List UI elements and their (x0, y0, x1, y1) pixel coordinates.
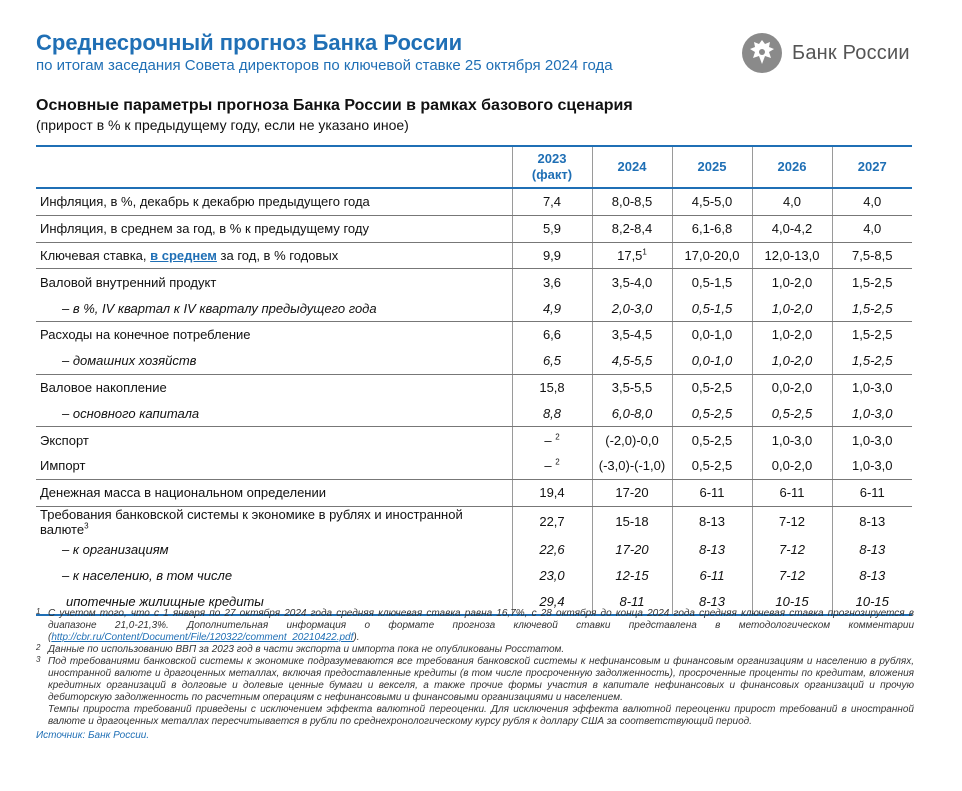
cell-value: 10-15 (832, 588, 912, 615)
row-label: Денежная масса в национальном определении (36, 479, 512, 506)
cell-value: 0,5-2,5 (672, 400, 752, 426)
row-label: – к организациям (62, 541, 169, 557)
footnote-1: 1 С учетом того, что с 1 января по 27 октября 2024 года средняя ключевая ставка равна 16,7%, с 28 октября до конца 2024 года средняя ключевая ставка прогнозируется в диапазоне 21,0-21,3%. Дополнительная информация о формате прогноза ключевой ставки представлена в методологическом комментарии (http://cbr.ru/Content/Document/File/120322/comment_20210422.pdf). (36, 607, 914, 643)
cell-value: 4,0 (832, 188, 912, 215)
table-row-organizations (36, 537, 912, 563)
table-header-row (36, 146, 912, 188)
cell-value: 1,0-3,0 (832, 400, 912, 426)
cell-value: 0,5-2,5 (672, 427, 752, 453)
cell-value: 0,5-1,5 (672, 269, 752, 295)
cell-value: 12,0-13,0 (752, 242, 832, 269)
cell-value: 17,0-20,0 (672, 242, 752, 269)
cell-value: 8-13 (672, 506, 752, 537)
cell-value: (-3,0)-(-1,0) (592, 453, 672, 479)
footnotes (36, 608, 914, 742)
row-label: Импорт (36, 453, 512, 479)
section-subtitle: (прирост в % к предыдущему году, если не указано иное) (36, 117, 409, 133)
cell-value: 8-13 (672, 588, 752, 615)
footnote-2: 2 Данные по использованию ВВП за 2023 год в части экспорта и импорта пока не опубликованы Росстатом. (36, 643, 565, 655)
cell-value: – $^2$ (512, 427, 592, 453)
cell-value: (-2,0)-0,0 (592, 427, 672, 453)
cell-value: 1,0-3,0 (752, 427, 832, 453)
table-row-consumption (36, 321, 912, 347)
cell-value: 22,7 (512, 506, 592, 537)
cell-value: 1,0-2,0 (752, 348, 832, 374)
cell-value: 1,5-2,5 (832, 321, 912, 347)
cell-value: 8-13 (672, 537, 752, 563)
table-row-export (36, 427, 912, 453)
column-header-2024: 2024 (592, 146, 672, 188)
page-title: Среднесрочный прогноз Банка России (36, 30, 463, 55)
footnote-marker: 1 (642, 247, 647, 257)
cell-value: 4,5-5,0 (672, 188, 752, 215)
cell-value: 10-15 (752, 588, 832, 615)
footnote-marker: 2 (555, 458, 560, 468)
section-title: Основные параметры прогноза Банка России в рамках базового сценария (36, 97, 633, 114)
table-row-gdp-q4 (36, 295, 912, 321)
cell-value: 1,0-3,0 (832, 374, 912, 400)
cell-value: 6,5 (512, 348, 592, 374)
page-subtitle: по итогам заседания Совета директоров по ключевой ставке 25 октября 2024 года (36, 57, 613, 74)
cell-value: 17-20 (592, 537, 672, 563)
row-label: – к населению, в том числе (62, 567, 233, 583)
cell-value: 4,0 (752, 188, 832, 215)
cell-value: 0,0-1,0 (672, 348, 752, 374)
cell-value: 8,2-8,4 (592, 215, 672, 242)
cell-value: 4,0-4,2 (752, 215, 832, 242)
cell-value: 0,5-2,5 (752, 400, 832, 426)
row-label: Инфляция, в %, декабрь к декабрю предыдущего года (36, 188, 512, 215)
table-row-inflation-avg (36, 215, 912, 242)
footnote-marker: 3 (84, 521, 89, 531)
table-row-population (36, 562, 912, 588)
cell-value: – $^2$ (512, 453, 592, 479)
row-label: – в %, IV квартал к IV кварталу предыдущего года (36, 295, 512, 321)
cell-value: 3,5-5,5 (592, 374, 672, 400)
cell-value: 7-12 (752, 506, 832, 537)
row-label: Инфляция, в среднем за год, в % к предыдущему году (36, 215, 512, 242)
cell-value: 7-12 (752, 537, 832, 563)
cell-value: 6-11 (832, 479, 912, 506)
cell-value: 1,5-2,5 (832, 295, 912, 321)
cell-value: 2,0-3,0 (592, 295, 672, 321)
footnote-marker: 2 (555, 432, 560, 442)
footnote-3: 3 Под требованиями банковской системы к экономике подразумеваются все требования банковской системы к нефинансовым и финансовым организациям и населению в рублях, иностранной валюте и драгоценных металлах, включая предоставленные кредиты (в том числе просроченную задолженность), просроченные проценты по кредитам, вложения кредитных организаций в долговые и долевые ценные бумаги и векселя, а также прочие формы участия в капитале нефинансовых и финансовых организаций и прочую дебиторскую задолженность по расчетным операциям с нефинансовыми и финансовыми организациями и населением. (36, 655, 914, 703)
cell-value: 22,6 (512, 537, 592, 563)
table-row-bank-claims (36, 506, 912, 537)
cell-value: 19,4 (512, 479, 592, 506)
cell-value: 6,0-8,0 (592, 400, 672, 426)
row-label: ипотечные жилищные кредиты (36, 588, 512, 615)
cell-value: 6-11 (672, 479, 752, 506)
cell-value: 7,4 (512, 188, 592, 215)
cell-value: 6,6 (512, 321, 592, 347)
methodology-link[interactable]: http://cbr.ru/Content/Document/File/120322/comment_20210422.pdf (51, 632, 354, 643)
source-note: Источник: Банк России. (36, 730, 150, 741)
cell-value: 3,6 (512, 269, 592, 295)
cell-value: 17-20 (592, 479, 672, 506)
cell-value: 0,0-1,0 (672, 321, 752, 347)
cell-value: 1,0-2,0 (752, 321, 832, 347)
cell-value: 0,5-1,5 (672, 295, 752, 321)
cell-value: 8-13 (832, 562, 912, 588)
brand-name: Банк России (792, 41, 910, 64)
table-row-inflation-dec (36, 188, 912, 215)
row-label: Расходы на конечное потребление (40, 327, 251, 343)
cell-value: 1,5-2,5 (832, 348, 912, 374)
header-label-cell (36, 146, 512, 188)
column-header-2026: 2026 (752, 146, 832, 188)
cell-value: 9,9 (512, 242, 592, 269)
cell-value: 6-11 (672, 562, 752, 588)
cell-value: 8-11 (592, 588, 672, 615)
cell-value: 0,0-2,0 (752, 374, 832, 400)
row-label: Валовое накопление (40, 379, 167, 395)
cell-value: 15,8 (512, 374, 592, 400)
row-label: Экспорт (40, 432, 89, 448)
table-row-fixed-capital (36, 400, 912, 426)
bank-logo (740, 31, 910, 75)
cell-value: 1,5-2,5 (832, 269, 912, 295)
cell-value: 1,0-3,0 (832, 427, 912, 453)
table-row-import (36, 453, 912, 479)
cell-value: 8,0-8,5 (592, 188, 672, 215)
table-row-households (36, 348, 912, 374)
cell-value: 7,5-8,5 (832, 242, 912, 269)
footnote-3-continued: Темпы прироста требований приведены с исключением эффекта валютной переоценки. Для исключения эффекта валютной переоценки прирост требований в иностранной валюте и драгоценных металлах пересчитывается в рубли по среднехронологическому курсу рубля к доллару США за соответствующий период. (48, 704, 914, 727)
cell-value: 3,5-4,5 (592, 321, 672, 347)
cell-value: 0,5-2,5 (672, 374, 752, 400)
column-header-2025: 2025 (672, 146, 752, 188)
cell-value: 8-13 (832, 537, 912, 563)
cell-value: 0,0-2,0 (752, 453, 832, 479)
cell-value: 6,1-6,8 (672, 215, 752, 242)
cell-value: 0,5-2,5 (672, 453, 752, 479)
table-row-money-supply (36, 479, 912, 506)
cell-value: 12-15 (592, 562, 672, 588)
cell-value: 6-11 (752, 479, 832, 506)
row-label: Требования банковской системы к экономике в рублях и иностранной валюте$^3$ (40, 506, 463, 537)
cell-value: 4,9 (512, 295, 592, 321)
cell-value: 5,9 (512, 215, 592, 242)
cell-value: 3,5-4,0 (592, 269, 672, 295)
average-link[interactable]: в среднем (150, 247, 217, 263)
cell-value: 7-12 (752, 562, 832, 588)
table-row-key-rate (36, 242, 912, 269)
cell-value: 17,5$^1$ (592, 242, 672, 269)
cell-value: 29,4 (512, 588, 592, 615)
column-header-2027: 2027 (832, 146, 912, 188)
forecast-table (36, 145, 912, 616)
table-row-gdp (36, 269, 912, 295)
row-label: Ключевая ставка, в среднем за год, в % годовых (36, 242, 512, 269)
cell-value: 8,8 (512, 400, 592, 426)
cell-value: 23,0 (512, 562, 592, 588)
cell-value: 8-13 (832, 506, 912, 537)
table-row-accumulation (36, 374, 912, 400)
column-header-2023: 2023 (факт) (512, 146, 592, 188)
row-label: Валовой внутренний продукт (40, 274, 217, 290)
double-eagle-emblem-icon (740, 31, 784, 75)
row-label: – домашних хозяйств (36, 348, 512, 374)
cell-value: 1,0-3,0 (832, 453, 912, 479)
cell-value: 1,0-2,0 (752, 295, 832, 321)
cell-value: 1,0-2,0 (752, 269, 832, 295)
cell-value: 4,5-5,5 (592, 348, 672, 374)
row-label: – основного капитала (36, 400, 512, 426)
cell-value: 4,0 (832, 215, 912, 242)
cell-value: 15-18 (592, 506, 672, 537)
